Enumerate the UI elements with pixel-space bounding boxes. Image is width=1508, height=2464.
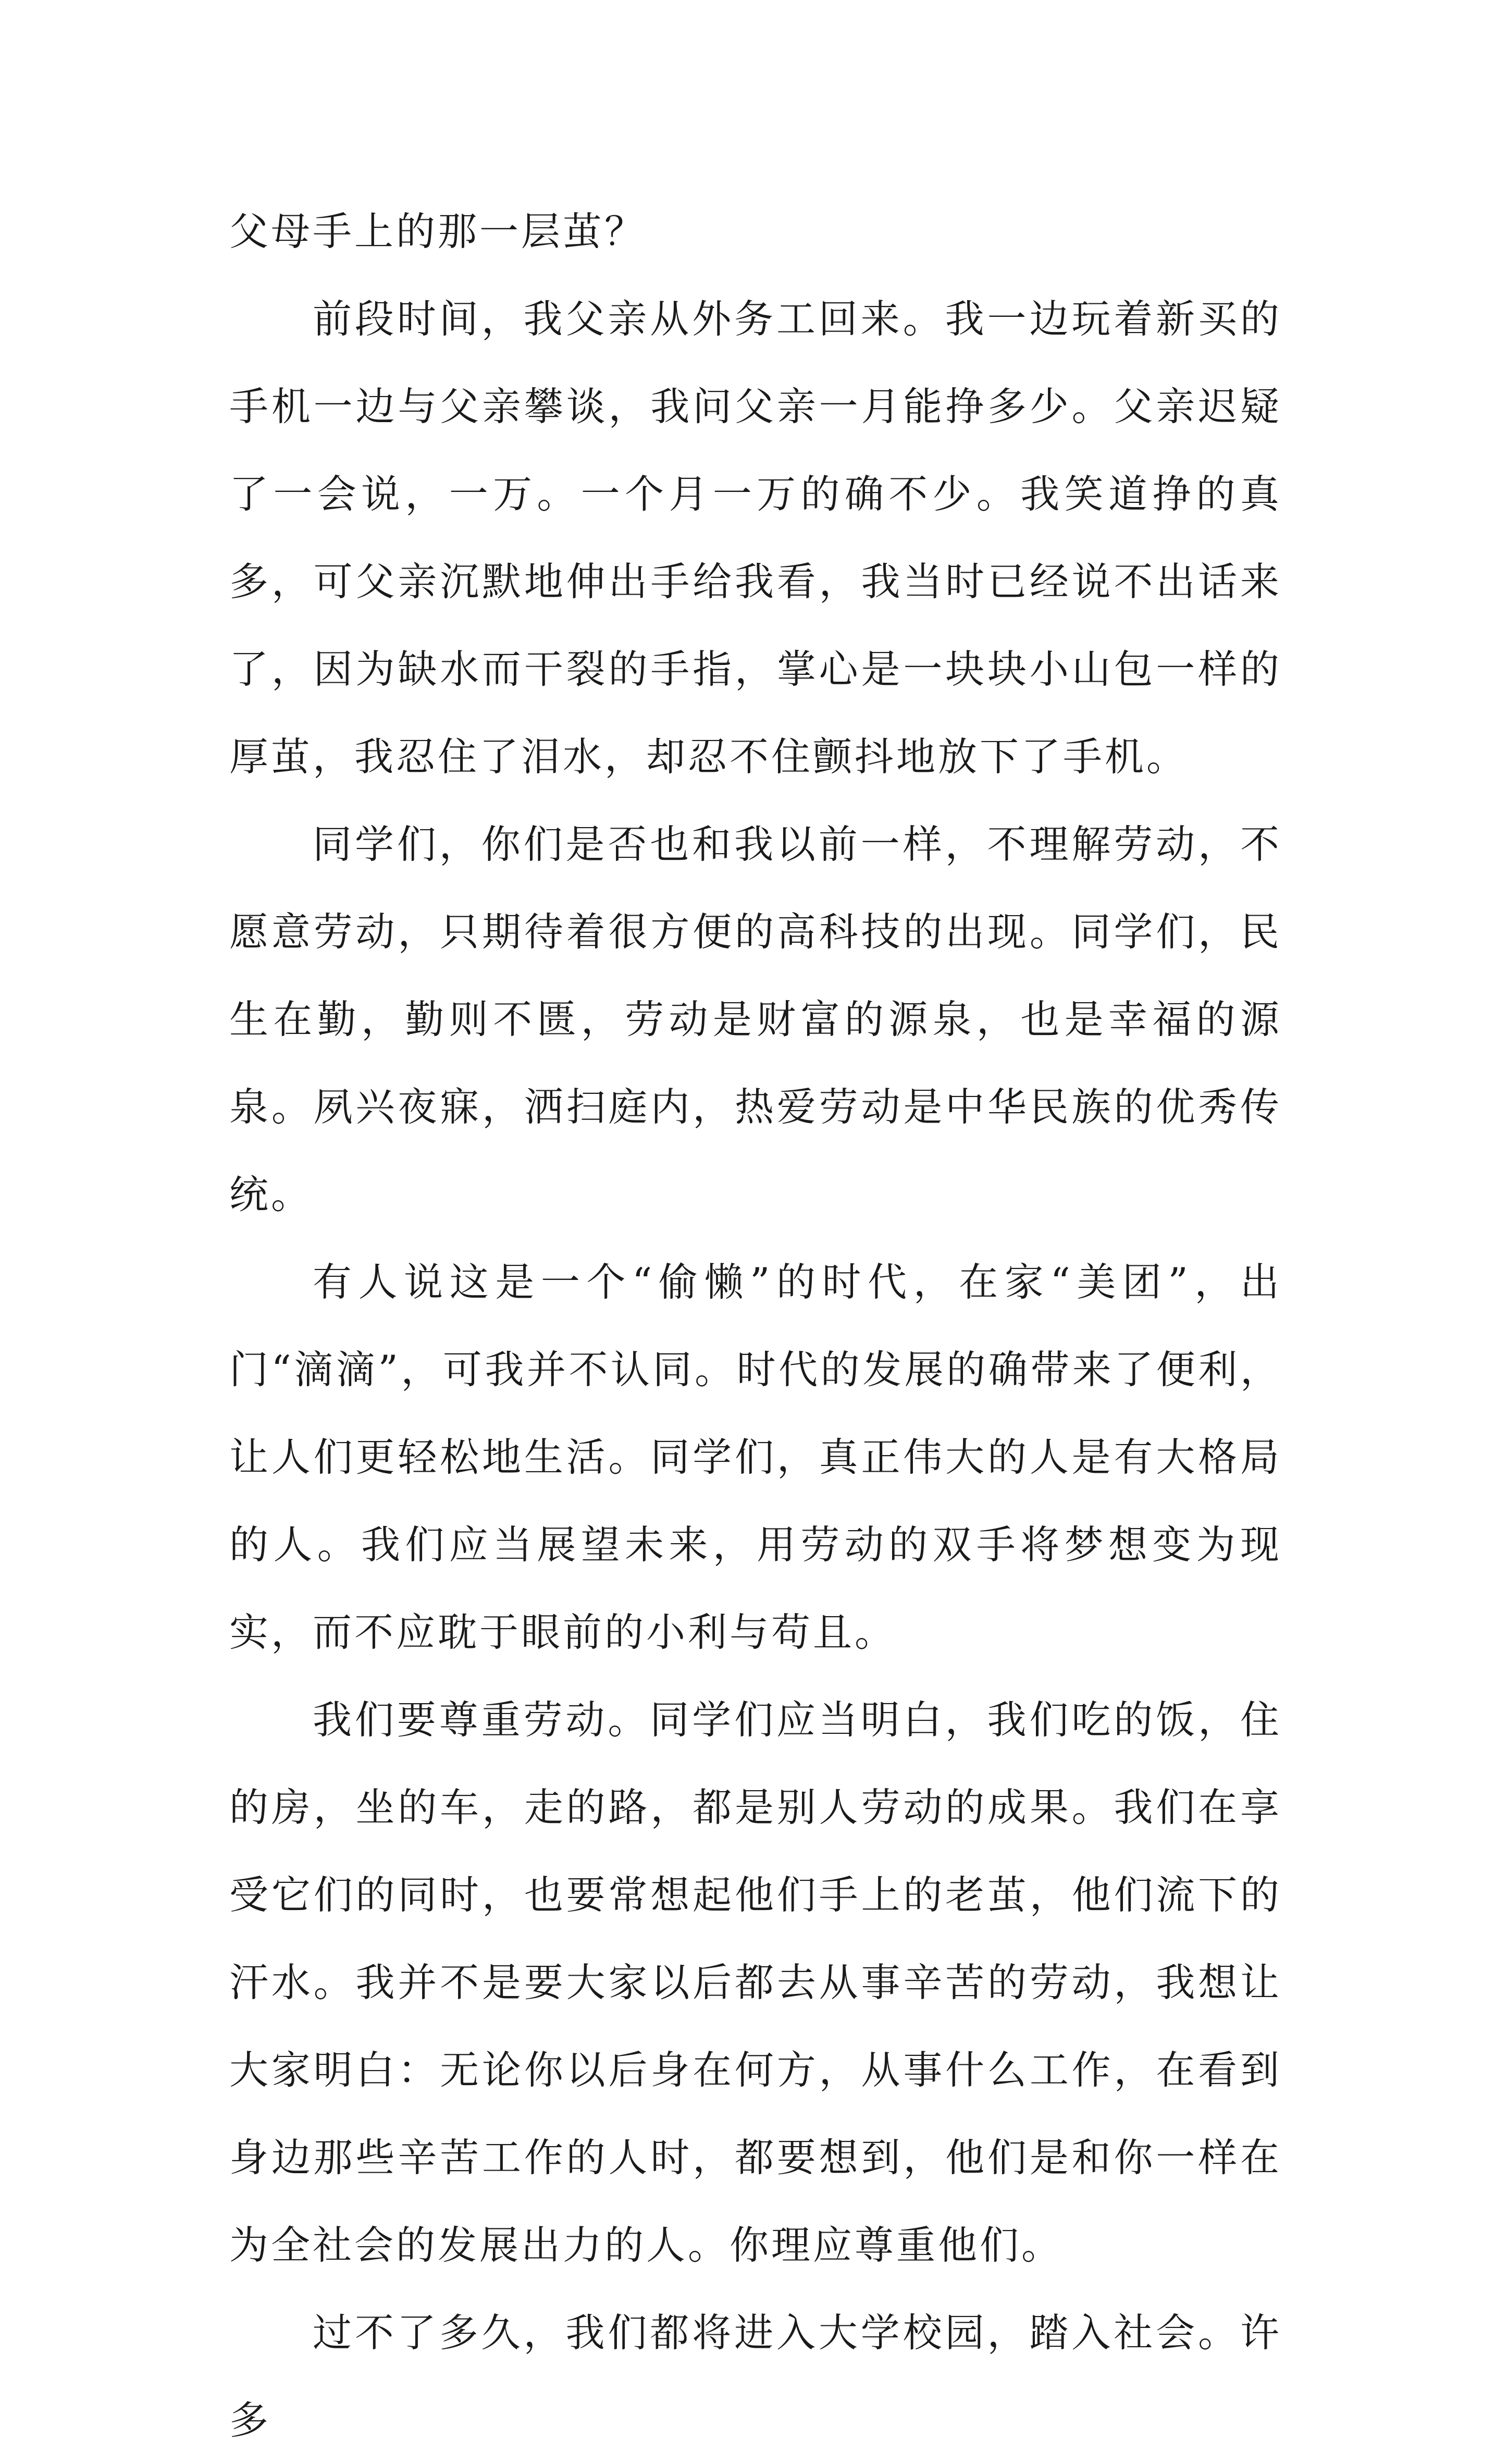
paragraph-lazy-era: 有人说这是一个“偷懒”的时代，在家“美团”，出门“滴滴”，可我并不认同。时代的发展的确带来了便利，让人们更轻松地生活。同学们，真正伟大的人是有大格局的人。我们应当展望未来，用劳动的双手将梦想变为现实，而不应耽于眼前的小利与苟且。 [229,1259,1282,1655]
paragraph-respect-labor: 我们要尊重劳动。同学们应当明白，我们吃的饭，住的房，坐的车，走的路，都是别人劳动的成果。我们在享受它们的同时，也要常想起他们手上的老茧，他们流下的汗水。我并不是要大家以后都去从事辛苦的劳动，我想让大家明白：无论你以后身在何方，从事什么工作，在看到身边那些辛苦工作的人时，都要想到，他们是和你一样在为全社会的发展出力的人。你理应尊重他们。 [229,1697,1282,2268]
paragraph-father-story: 前段时间，我父亲从外务工回来。我一边玩着新买的手机一边与父亲攀谈，我问父亲一月能挣多少。父亲迟疑了一会说，一万。一个月一万的确不少。我笑道挣的真多，可父亲沉默地伸出手给我看，我当时已经说不出话来了，因为缺水而干裂的手指，掌心是一块块小山包一样的厚茧，我忍住了泪水，却忍不住颤抖地放下了手机。 [229,296,1282,780]
paragraph-labor-tradition: 同学们，你们是否也和我以前一样，不理解劳动，不愿意劳动，只期待着很方便的高科技的出现。同学们，民生在勤，勤则不匮，劳动是财富的源泉，也是幸福的源泉。夙兴夜寐，洒扫庭内，热爱劳动是中华民族的优秀传统。 [229,821,1282,1217]
document-body [229,188,1282,2464]
paragraph-university: 过不了多久，我们都将进入大学校园，踏入社会。许多 [229,2310,1282,2443]
paragraph-continuation: 父母手上的那一层茧？ [229,208,647,254]
